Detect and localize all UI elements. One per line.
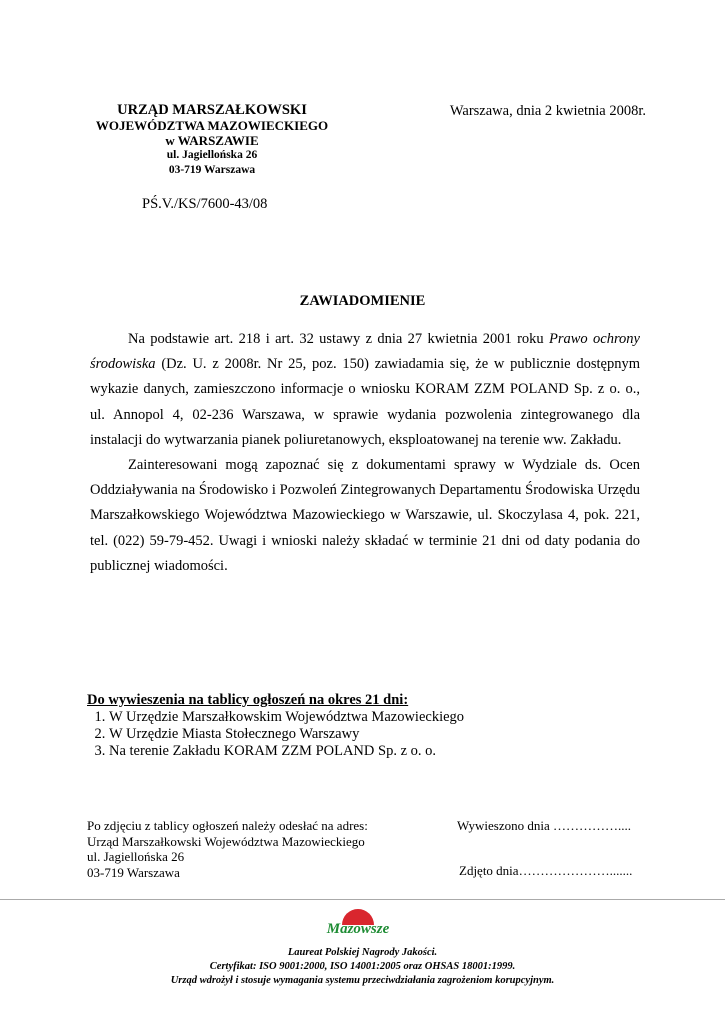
paragraph-2: Zainteresowani mogą zapoznać się z dokumentami sprawy w Wydziale ds. Ocen Oddziaływania na Środowisko i Pozwoleń Zintegrowanych Departamentu Środowiska Urzędu Marszałkowskiego Województwa Mazowieckiego w Warszawie, ul. Skoczylasa 4, pok. 221, tel. (022) 59-79-452. Uwagi i wnioski należy składać w terminie 21 dni od daty podania do publicznej wiadomości. xyxy=(90,457,640,574)
footer-divider xyxy=(0,899,725,900)
removed-date-field: Zdjęto dnia…………………....... xyxy=(459,863,633,878)
act-title: Prawo ochrony środowiska xyxy=(90,331,640,373)
posting-section xyxy=(87,692,647,760)
posting-item: 2. W Urzędzie Miasta Stołecznego Warszawy xyxy=(109,726,647,743)
posting-heading: Do wywieszenia na tablicy ogłoszeń na okres 21 dni: xyxy=(87,692,409,708)
office-name-line3: w WARSZAWIE xyxy=(165,132,259,148)
page-footer xyxy=(0,946,725,988)
logo-text: Mazowsze xyxy=(326,921,390,936)
mazowsze-logo xyxy=(312,908,404,936)
posting-item: 3. Na terenie Zakładu KORAM ZZM POLAND Sp. z o. o. xyxy=(109,743,647,760)
return-instruction: Po zdjęciu z tablicy ogłoszeń należy odesłać na adres: xyxy=(87,818,368,833)
paragraph-1 xyxy=(90,327,640,453)
return-address xyxy=(87,818,368,880)
posted-date-field: Wywieszono dnia …………….... xyxy=(457,818,631,833)
reference-number: PŚ.V./KS/7600-43/08 xyxy=(142,196,268,212)
return-office: Urząd Marszałkowski Województwa Mazowieckiego xyxy=(87,833,365,849)
notice-body xyxy=(90,327,640,579)
office-name-line2: WOJEWÓDZTWA MAZOWIECKIEGO xyxy=(95,118,329,133)
document-title: ZAWIADOMIENIE xyxy=(299,293,426,309)
office-city: 03-719 Warszawa xyxy=(168,163,256,176)
return-city: 03-719 Warszawa xyxy=(87,864,180,880)
footer-anticorruption: Urząd wdrożył i stosuje wymagania systemu przeciwdziałania zagrożeniom korupcyjnym. xyxy=(170,975,555,986)
posting-item: 1. W Urzędzie Marszałkowskim Województwa Mazowieckiego xyxy=(109,709,647,726)
paragraph-1-part2: (Dz. U. z 2008r. Nr 25, poz. 150) zawiadamia się, że w publicznie dostępnym wykazie danych, zamieszczono informacje o wniosku KORAM ZZM POLAND Sp. z o. o., ul. Annopol 4, 02-236 Warszawa, w sprawie wydania pozwolenia zintegrowanego dla instalacji do wytwarzania pianek poliuretanowych, eksploatowanej na terenie ww. Zakładu. xyxy=(90,356,640,448)
office-name-line1: URZĄD MARSZAŁKOWSKI xyxy=(117,102,307,118)
office-street: ul. Jagiellońska 26 xyxy=(166,149,258,161)
footer-award: Laureat Polskiej Nagrody Jakości. xyxy=(287,947,438,958)
document-date: Warszawa, dnia 2 kwietnia 2008r. xyxy=(449,103,646,119)
footer-certificates: Certyfikat: ISO 9001:2000, ISO 14001:2005 oraz OHSAS 18001:1999. xyxy=(209,961,516,972)
office-header xyxy=(80,102,344,177)
paragraph-1-part1: Na podstawie art. 218 i art. 32 ustawy z dnia 27 kwietnia 2001 roku xyxy=(128,331,549,347)
posting-list xyxy=(87,709,647,760)
return-street: ul. Jagiellońska 26 xyxy=(87,849,185,864)
